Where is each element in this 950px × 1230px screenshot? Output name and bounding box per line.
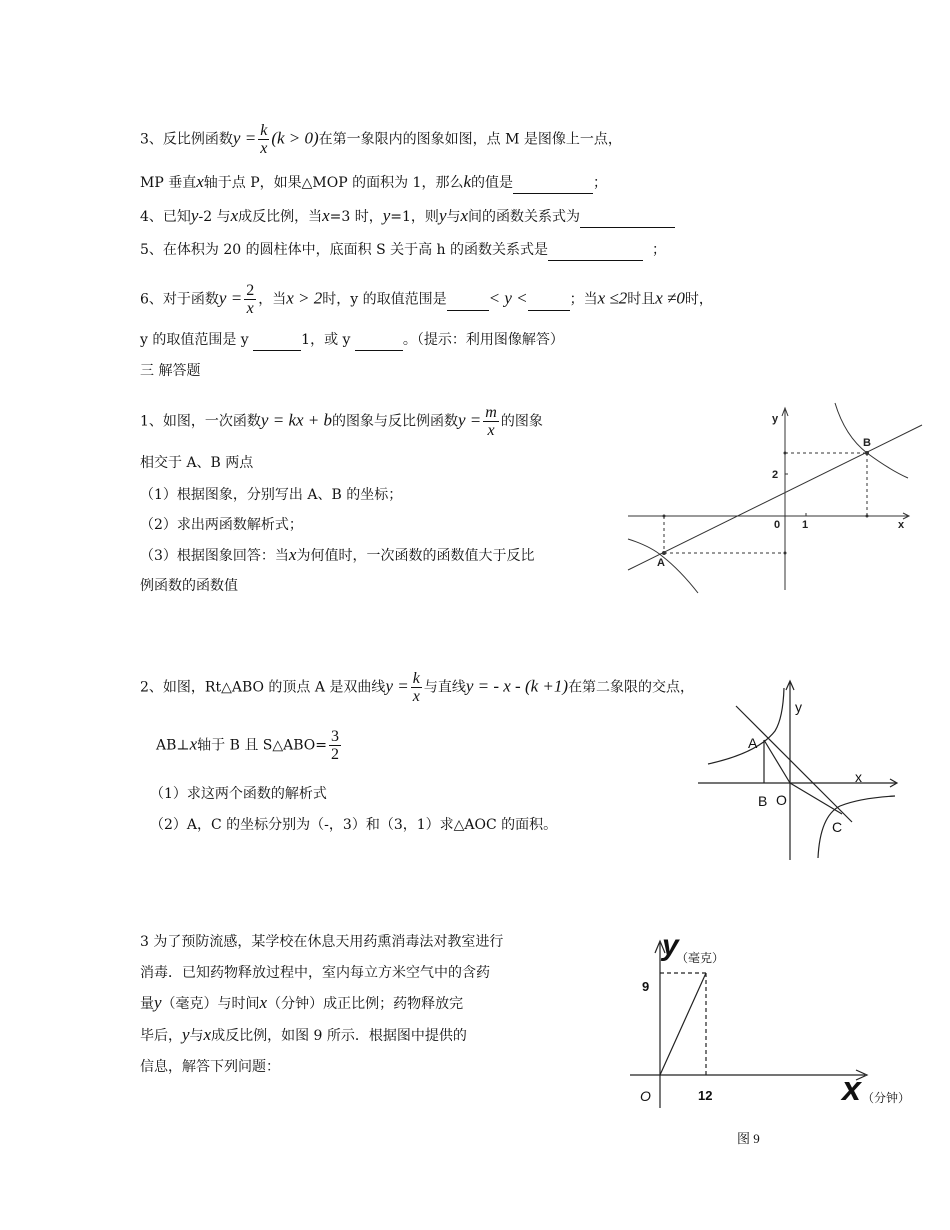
- point-a: [662, 551, 666, 555]
- p1-line5: （3）根据图象回答：当x为何值时，一次函数的函数值大于反比: [140, 545, 535, 564]
- p3-line4: 毕后，y与x成反比例，如图 9 所示．根据图中提供的: [140, 1025, 467, 1044]
- q6-line1: 6、对于函数y = $\frac{2}{x}$ ，当x > 2时，y 的取值范围是 < y < ；当x ≤2时且x ≠0时，: [140, 282, 713, 317]
- hyperbola-branch-1: [835, 403, 908, 478]
- answer-blank[interactable]: [513, 173, 593, 194]
- tick-nine: 9: [642, 979, 650, 994]
- answer-blank[interactable]: [355, 330, 403, 351]
- p1-line3: （1）根据图象，分别写出 A、B 的坐标；: [140, 487, 403, 503]
- point-b: [865, 451, 869, 455]
- label-x: x: [855, 769, 862, 785]
- p1-fraction: $\frac{m}{x}$: [485, 404, 497, 439]
- answer-blank[interactable]: [447, 290, 489, 311]
- point: [784, 452, 787, 455]
- p2-line4: （2）A，C 的坐标分别为（-，3）和（3，1）求△AOC 的面积。: [150, 817, 558, 833]
- q5-line: 5、在体积为 20 的圆柱体中，底面积 S 关于高 h 的函数关系式是 ；: [140, 240, 666, 261]
- answer-blank[interactable]: [528, 290, 570, 311]
- label-one: 1: [802, 519, 809, 531]
- line-through-a-c: [736, 706, 852, 822]
- p2-fraction: $\frac{k}{x}$: [412, 670, 420, 705]
- p3-line1: 3 为了预防流感，某学校在休息天用药熏消毒法对教室进行: [140, 934, 504, 950]
- p1-line1: 1、如图，一次函数y = kx + b的图象与反比例函数y = $\frac{m}{x}$ 的图象: [140, 404, 543, 439]
- tick-twelve: 12: [698, 1088, 713, 1103]
- p2-area-fraction: $\frac{3}{2}$: [331, 728, 339, 763]
- p3-graph: [620, 925, 930, 1115]
- q6-line2: y 的取值范围是 y 1，或 y 。（提示：利用图像解答）: [140, 330, 564, 351]
- axis-x-label: x: [842, 1070, 861, 1108]
- hyperbola-upper-left: [708, 688, 784, 764]
- label-two: 2: [772, 469, 779, 481]
- point: [663, 515, 666, 518]
- p2-graph: [690, 676, 910, 866]
- hyperbola-lower-right: [818, 796, 895, 858]
- p1-line6: 例函数的函数值: [140, 578, 238, 594]
- answer-blank[interactable]: [253, 330, 301, 351]
- proportional-segment: [660, 973, 706, 1075]
- label-c: C: [832, 819, 843, 835]
- axis-y-label: y: [662, 929, 679, 962]
- figure-caption: 图 9: [737, 1131, 760, 1146]
- p1-graph: [620, 398, 930, 598]
- linear-line: [628, 425, 922, 570]
- label-a: A: [657, 557, 665, 569]
- label-b: B: [863, 437, 871, 449]
- label-y: y: [795, 699, 802, 715]
- label-b: B: [758, 793, 768, 809]
- q3-fraction: $\frac{k}{x}$: [260, 122, 268, 157]
- q4-line: 4、已知y-2 与x成反比例，当x=3 时，y=1，则y与x间的函数关系式为: [140, 206, 675, 228]
- p1-line4: （2）求出两函数解析式；: [140, 517, 303, 533]
- origin-label: O: [640, 1088, 651, 1104]
- label-y: y: [772, 413, 779, 425]
- p2-line3: （1）求这两个函数的解析式: [150, 786, 327, 802]
- answer-blank[interactable]: [548, 240, 643, 261]
- answer-blank[interactable]: [580, 207, 675, 228]
- section-heading: 三 解答题: [140, 363, 201, 379]
- point: [784, 552, 787, 555]
- p2-line2: AB⊥x轴于 B 且 S△ABO= $\frac{3}{2}$: [156, 728, 339, 763]
- label-origin: 0: [774, 519, 781, 531]
- label-x: x: [898, 519, 905, 531]
- q6-fraction: $\frac{2}{x}$: [246, 282, 255, 317]
- label-a: A: [748, 735, 758, 751]
- label-o: O: [776, 792, 787, 808]
- segment-o-c: [790, 783, 842, 814]
- y-unit: （毫克）: [676, 951, 725, 965]
- p3-line2: 消毒．已知药物释放过程中，室内每立方米空气中的含药: [140, 965, 490, 981]
- p1-line2: 相交于 A、B 两点: [140, 455, 254, 471]
- x-unit: （分钟）: [862, 1091, 911, 1105]
- p3-line5: 信息，解答下列问题：: [140, 1059, 280, 1075]
- p3-line3: 量y（毫克）与时间x（分钟）成正比例；药物释放完: [140, 993, 464, 1012]
- q3-line1: 3、反比例函数y = $\frac{k}{x}$ (k > 0)在第一象限内的图象如图，点 M 是图像上一点，: [140, 122, 622, 157]
- p2-line1: 2、如图，Rt△ABO 的顶点 A 是双曲线y = $\frac{k}{x}$ 与直线y = - x - (k +1)在第二象限的交点，: [140, 670, 695, 705]
- point: [866, 515, 869, 518]
- q3-line2: MP 垂直x轴于点 P，如果△MOP 的面积为 1，那么k的值是 ；: [140, 172, 607, 194]
